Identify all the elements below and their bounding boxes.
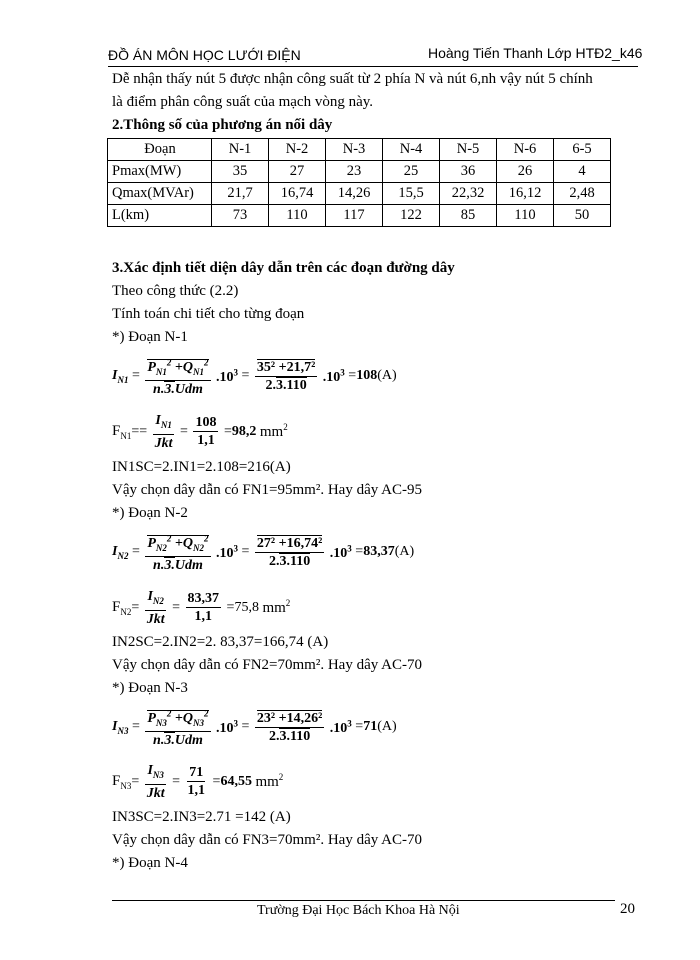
segment-heading: *) Đoạn N-4 [112, 855, 188, 871]
table-row [108, 183, 611, 205]
segment-heading: *) Đoạn N-3 [112, 680, 188, 696]
table-cell: 4 [554, 161, 611, 183]
table-cell: 26 [497, 161, 554, 183]
table-cell: Pmax(MW) [108, 161, 212, 183]
table-cell: 23 [326, 161, 383, 183]
short-circuit-line: IN1SC=2.IN1=2.108=216(A) [112, 459, 291, 475]
header-right: Hoàng Tiến Thanh Lớp HTĐ2_k46 [428, 45, 643, 61]
parameter-table [107, 138, 611, 227]
table-cell: 122 [383, 205, 440, 227]
conductor-choice: Vậy chọn dây dẫn có FN1=95mm². Hay dây AC-95 [112, 482, 422, 498]
table-cell: Qmax(MVAr) [108, 183, 212, 205]
table-cell: 35 [212, 161, 269, 183]
table-row [108, 205, 611, 227]
short-circuit-line: IN2SC=2.IN2=2. 83,37=166,74 (A) [112, 634, 329, 650]
short-circuit-line: IN3SC=2.IN3=2.71 =142 (A) [112, 809, 291, 825]
section-area-equation: $F_{N2}=$ $\frac{I_{N2}}{\text{Jkt}}$ = $\frac{83,37}{1,1}$ =75,8 $mm^2$ [112, 589, 291, 627]
section-area-equation: $F_{N1}==$ $\frac{I_{N1}}{\text{Jkt}}$ = $\frac{108}{1,1}$ =98,2 $mm^2$ [112, 413, 288, 451]
detail-intro: Tính toán chi tiết cho từng đoạn [112, 306, 305, 322]
conductor-choice: Vậy chọn dây dẫn có FN2=70mm². Hay dây AC-70 [112, 657, 422, 673]
table-header-cell: Đoạn [108, 139, 212, 161]
table-header-cell: N-6 [497, 139, 554, 161]
footer-rule [112, 900, 615, 901]
table-cell: 16,12 [497, 183, 554, 205]
table-cell: 50 [554, 205, 611, 227]
table-cell: 14,26 [326, 183, 383, 205]
table-cell: 21,7 [212, 183, 269, 205]
table-header-cell: N-4 [383, 139, 440, 161]
table-cell: L(km) [108, 205, 212, 227]
table-cell: 22,32 [440, 183, 497, 205]
table-cell: 85 [440, 205, 497, 227]
section-area-equation: $F_{N3}=$ $\frac{I_{N3}}{\text{Jkt}}$ = $\frac{71}{1,1}$ =64,55 $mm^2$ [112, 763, 284, 801]
table-header-cell: N-5 [440, 139, 497, 161]
current-equation: $I_{N1}$ = $\frac{P_{N1}^2 +Q_{N1}^2}{\text{n.3.Udm}}$ $.10^3$ = $\frac{\text{35² +21,7²}}{2.3.110}$ $.10^3 =108(A)$ [112, 354, 397, 398]
table-cell: 16,74 [269, 183, 326, 205]
section-2-title: 2.Thông số của phương án nối dây [112, 117, 333, 133]
page-number: 20 [620, 901, 635, 917]
header-rule [108, 66, 638, 67]
header-left: ĐỒ ÁN MÔN HỌC LƯỚI ĐIỆN [108, 47, 301, 63]
table-cell: 110 [497, 205, 554, 227]
table-row [108, 161, 611, 183]
footer-school: Trường Đại Học Bách Khoa Hà Nội [257, 903, 460, 918]
current-equation: $I_{N3}$ = $\frac{P_{N3}^2 +Q_{N3}^2}{\text{n.3.Udm}}$ $.10^3$ = $\frac{\text{23² +14,26²}}{2.3.110}$ $.10^3 =71(A)$ [112, 705, 397, 749]
table-header-cell: N-2 [269, 139, 326, 161]
table-cell: 36 [440, 161, 497, 183]
table-header-cell: N-1 [212, 139, 269, 161]
table-cell: 110 [269, 205, 326, 227]
table-cell: 2,48 [554, 183, 611, 205]
table-cell: 27 [269, 161, 326, 183]
current-equation: $I_{N2}$ = $\frac{P_{N2}^2 +Q_{N2}^2}{\text{n.3.Udm}}$ $.10^3$ = $\frac{\text{27² +16,74²}}{2.3.110}$ $.10^3 =83,37(A)$ [112, 530, 414, 574]
intro-line-2: là điểm phân công suất của mạch vòng này. [112, 94, 374, 110]
segment-heading: *) Đoạn N-2 [112, 505, 188, 521]
table-header-cell: 6-5 [554, 139, 611, 161]
conductor-choice: Vậy chọn dây dẫn có FN3=70mm². Hay dây AC-70 [112, 832, 422, 848]
table-header-cell: N-3 [326, 139, 383, 161]
intro-line-1: Dễ nhận thấy nút 5 được nhận công suất từ 2 phía N và nút 6,nh vậy nút 5 chính [112, 71, 593, 87]
formula-reference: Theo công thức (2.2) [112, 283, 239, 299]
table-cell: 15,5 [383, 183, 440, 205]
table-cell: 25 [383, 161, 440, 183]
table-cell: 73 [212, 205, 269, 227]
segment-heading: *) Đoạn N-1 [112, 329, 188, 345]
table-cell: 117 [326, 205, 383, 227]
section-3-title: 3.Xác định tiết diện dây dẫn trên các đoạn đường dây [112, 260, 455, 276]
table-header-row [108, 139, 611, 161]
